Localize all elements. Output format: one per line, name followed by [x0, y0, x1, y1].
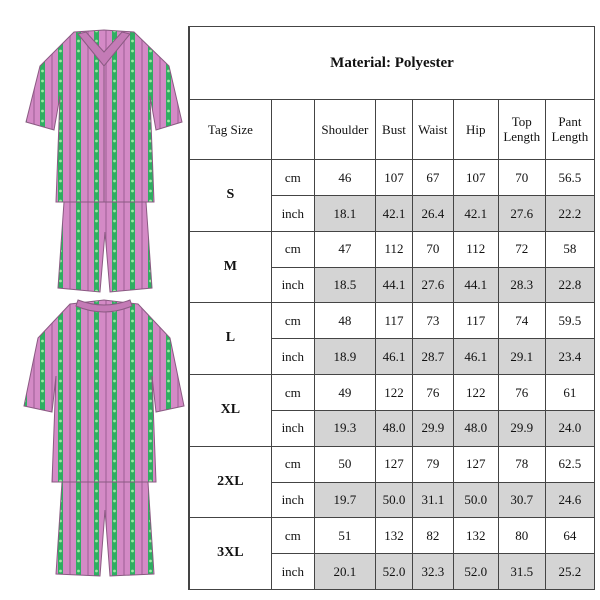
cm-value: 70 — [412, 231, 453, 267]
cm-value: 62.5 — [545, 446, 594, 482]
inch-value: 29.9 — [412, 410, 453, 446]
pajama-front-image — [4, 26, 189, 306]
cm-value: 58 — [545, 231, 594, 267]
unit-inch: inch — [271, 482, 314, 518]
table-row — [190, 303, 595, 339]
size-label: M — [190, 231, 272, 303]
inch-value: 31.1 — [412, 482, 453, 518]
cm-value: 61 — [545, 375, 594, 411]
inch-value: 29.1 — [498, 339, 545, 375]
cm-value: 132 — [453, 518, 498, 554]
cm-value: 127 — [453, 446, 498, 482]
cm-value: 74 — [498, 303, 545, 339]
table-row — [190, 231, 595, 267]
cm-value: 59.5 — [545, 303, 594, 339]
inch-value: 26.4 — [412, 195, 453, 231]
inch-value: 50.0 — [453, 482, 498, 518]
inch-value: 23.4 — [545, 339, 594, 375]
header-shoulder: Shoulder — [314, 99, 375, 159]
inch-value: 19.3 — [314, 410, 375, 446]
cm-value: 132 — [376, 518, 413, 554]
header-tag-size: Tag Size — [190, 99, 272, 159]
unit-cm: cm — [271, 518, 314, 554]
table-row — [190, 375, 595, 411]
cm-value: 127 — [376, 446, 413, 482]
header-bust: Bust — [376, 99, 413, 159]
size-label: 3XL — [190, 518, 272, 590]
cm-value: 82 — [412, 518, 453, 554]
inch-value: 44.1 — [376, 267, 413, 303]
cm-value: 78 — [498, 446, 545, 482]
unit-inch: inch — [271, 195, 314, 231]
unit-cm: cm — [271, 160, 314, 196]
inch-value: 46.1 — [453, 339, 498, 375]
size-label: 2XL — [190, 446, 272, 518]
material-title: Material: Polyester — [190, 27, 595, 100]
inch-value: 50.0 — [376, 482, 413, 518]
unit-cm: cm — [271, 303, 314, 339]
cm-value: 67 — [412, 160, 453, 196]
product-image-panel — [4, 26, 189, 590]
inch-value: 44.1 — [453, 267, 498, 303]
inch-value: 42.1 — [376, 195, 413, 231]
size-label: XL — [190, 375, 272, 447]
cm-value: 112 — [376, 231, 413, 267]
inch-value: 31.5 — [498, 554, 545, 590]
inch-value: 18.1 — [314, 195, 375, 231]
inch-value: 32.3 — [412, 554, 453, 590]
unit-inch: inch — [271, 267, 314, 303]
unit-cm: cm — [271, 446, 314, 482]
inch-value: 29.9 — [498, 410, 545, 446]
unit-cm: cm — [271, 375, 314, 411]
inch-value: 22.8 — [545, 267, 594, 303]
cm-value: 107 — [376, 160, 413, 196]
cm-value: 76 — [498, 375, 545, 411]
size-label: S — [190, 160, 272, 232]
unit-inch: inch — [271, 554, 314, 590]
cm-value: 117 — [376, 303, 413, 339]
cm-value: 49 — [314, 375, 375, 411]
inch-value: 22.2 — [545, 195, 594, 231]
size-chart-table — [189, 26, 595, 590]
cm-value: 56.5 — [545, 160, 594, 196]
cm-value: 112 — [453, 231, 498, 267]
cm-value: 50 — [314, 446, 375, 482]
pajama-back-image — [4, 296, 189, 586]
table-row — [190, 160, 595, 196]
cm-value: 79 — [412, 446, 453, 482]
cm-value: 107 — [453, 160, 498, 196]
unit-inch: inch — [271, 339, 314, 375]
cm-value: 122 — [453, 375, 498, 411]
header-unit — [271, 99, 314, 159]
cm-value: 117 — [453, 303, 498, 339]
inch-value: 42.1 — [453, 195, 498, 231]
inch-value: 27.6 — [412, 267, 453, 303]
cm-value: 64 — [545, 518, 594, 554]
header-hip: Hip — [453, 99, 498, 159]
inch-value: 27.6 — [498, 195, 545, 231]
inch-value: 19.7 — [314, 482, 375, 518]
inch-value: 30.7 — [498, 482, 545, 518]
inch-value: 20.1 — [314, 554, 375, 590]
inch-value: 52.0 — [453, 554, 498, 590]
size-rows — [190, 160, 595, 590]
inch-value: 18.9 — [314, 339, 375, 375]
inch-value: 25.2 — [545, 554, 594, 590]
cm-value: 47 — [314, 231, 375, 267]
cm-value: 76 — [412, 375, 453, 411]
cm-value: 72 — [498, 231, 545, 267]
inch-value: 46.1 — [376, 339, 413, 375]
cm-value: 80 — [498, 518, 545, 554]
cm-value: 46 — [314, 160, 375, 196]
inch-value: 48.0 — [376, 410, 413, 446]
header-waist: Waist — [412, 99, 453, 159]
inch-value: 24.6 — [545, 482, 594, 518]
table-row — [190, 518, 595, 554]
unit-inch: inch — [271, 410, 314, 446]
cm-value: 48 — [314, 303, 375, 339]
cm-value: 122 — [376, 375, 413, 411]
size-label: L — [190, 303, 272, 375]
inch-value: 48.0 — [453, 410, 498, 446]
inch-value: 28.7 — [412, 339, 453, 375]
cm-value: 51 — [314, 518, 375, 554]
inch-value: 18.5 — [314, 267, 375, 303]
header-top-length: Top Length — [498, 99, 545, 159]
inch-value: 52.0 — [376, 554, 413, 590]
cm-value: 70 — [498, 160, 545, 196]
unit-cm: cm — [271, 231, 314, 267]
inch-value: 28.3 — [498, 267, 545, 303]
inch-value: 24.0 — [545, 410, 594, 446]
table-row — [190, 446, 595, 482]
cm-value: 73 — [412, 303, 453, 339]
header-pant-length: Pant Length — [545, 99, 594, 159]
